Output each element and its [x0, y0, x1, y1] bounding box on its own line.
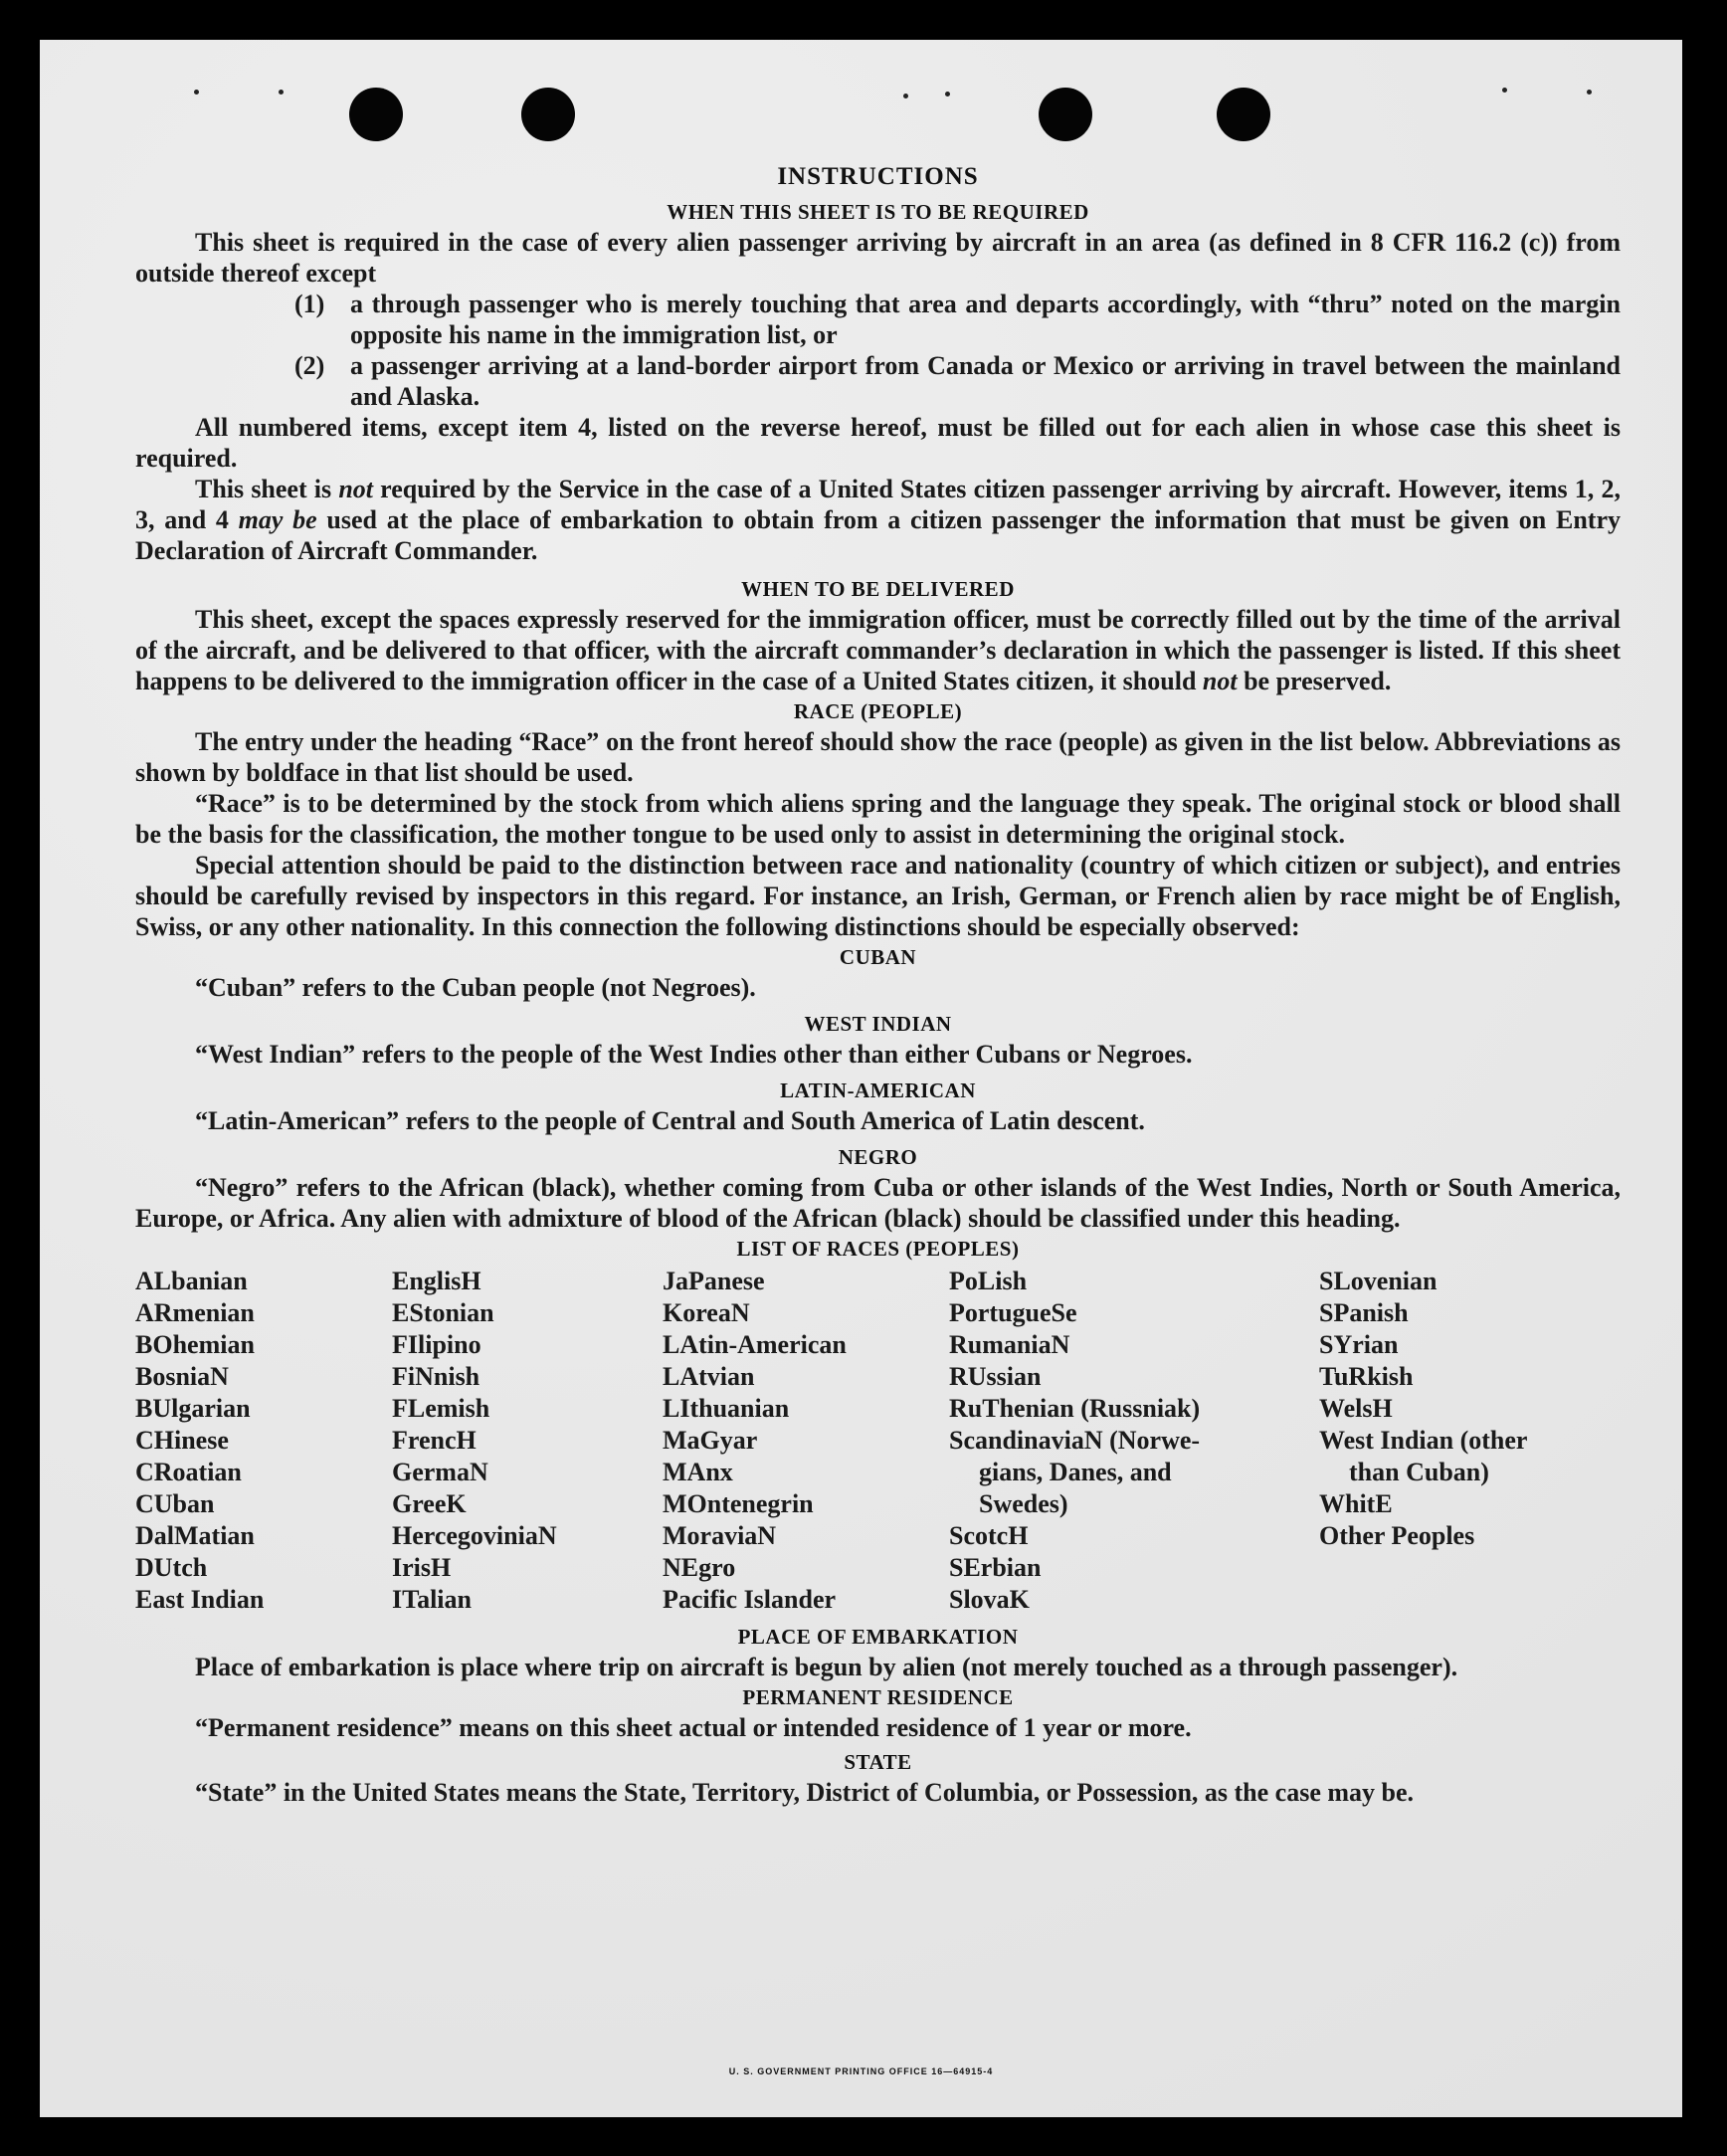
race-entry: CHinese [135, 1426, 229, 1455]
paragraph: “Permanent residence” means on this sheet actual or intended residence of 1 year or more. [195, 1713, 1192, 1742]
speck [903, 94, 908, 98]
section-heading: CUBAN [839, 945, 917, 969]
race-entry: SlovaK [949, 1585, 1030, 1614]
race-entry: West Indian (other [1319, 1426, 1528, 1455]
section-heading: STATE [844, 1750, 912, 1774]
section-heading: NEGRO [838, 1145, 918, 1169]
race-entry: FLemish [392, 1394, 490, 1423]
race-entry: SLovenian [1319, 1267, 1438, 1295]
race-entry: CUban [135, 1489, 215, 1518]
race-entry: GermaN [392, 1458, 488, 1486]
race-entry: MAnx [663, 1458, 733, 1486]
races-table [135, 1266, 1621, 1616]
race-entry: WelsH [1319, 1394, 1393, 1423]
race-entry: LAtin-American [663, 1330, 847, 1359]
race-entry: RuThenian (Russniak) [949, 1394, 1201, 1423]
paragraph: “Cuban” refers to the Cuban people (not Negroes). [195, 973, 756, 1002]
race-entry: Swedes) [979, 1489, 1068, 1518]
race-entry: MoraviaN [663, 1521, 777, 1550]
section-heading: RACE (PEOPLE) [793, 699, 963, 723]
race-entry: ScotcH [949, 1521, 1029, 1550]
section-heading: WHEN TO BE DELIVERED [741, 577, 1015, 601]
page-title: INSTRUCTIONS [777, 163, 979, 190]
races-column [663, 1266, 949, 1616]
printer-imprint: U. S. GOVERNMENT PRINTING OFFICE 16—64915-4 [728, 2066, 994, 2076]
section-heading: WHEN THIS SHEET IS TO BE REQUIRED [667, 200, 1089, 224]
race-entry: JaPanese [663, 1267, 765, 1295]
race-entry: SYrian [1319, 1330, 1399, 1359]
race-entry: SErbian [949, 1553, 1042, 1582]
race-entry: RUssian [949, 1362, 1042, 1391]
race-entry: RumaniaN [949, 1330, 1070, 1359]
punch-hole [1217, 88, 1270, 141]
punch-hole [1039, 88, 1092, 141]
race-entry: LAtvian [663, 1362, 755, 1391]
paragraph: The entry under the heading “Race” on the front hereof should show the race (people) as given in the list below. Abbreviations as shown by boldface in that list should be used. [135, 727, 1621, 787]
race-entry: BosniaN [135, 1362, 229, 1391]
race-entry: ScandinaviaN (Norwe- [949, 1426, 1201, 1455]
race-entry: LIthuanian [663, 1394, 790, 1423]
race-entry: HercegoviniaN [392, 1521, 557, 1550]
race-entry: SPanish [1319, 1298, 1409, 1327]
list-item [294, 350, 1621, 412]
section-heading: PLACE OF EMBARKATION [737, 1625, 1019, 1649]
document-page [40, 40, 1682, 2117]
item-text: a passenger arriving at a land-border airport from Canada or Mexico or arriving in travel between the mainland and Alaska. [350, 351, 1621, 411]
race-entry: MaGyar [663, 1426, 758, 1455]
race-entry: FIlipino [392, 1330, 481, 1359]
races-column [135, 1266, 392, 1616]
paragraph: All numbered items, except item 4, listed on the reverse hereof, must be filled out for each alien in whose case this sheet is required. [135, 413, 1621, 473]
race-entry: GreeK [392, 1489, 467, 1518]
item-number: (2) [294, 351, 325, 380]
race-entry: EnglisH [392, 1267, 481, 1295]
races-column [392, 1266, 663, 1616]
race-entry: PortugueSe [949, 1298, 1077, 1327]
speck [1587, 90, 1592, 95]
paragraph: Special attention should be paid to the distinction between race and nationality (country of which citizen or subject), and entries should be carefully revised by inspectors in this regard. For instance, an Irish, German, or French alien by race might be of English, Swiss, or any other nationality. In this connection the following distinctions should be especially observed: [135, 851, 1621, 941]
paragraph: This sheet is not required by the Service in the case of a United States citizen passenger arriving by aircraft. However, items 1, 2, 3, and 4 may be used at the place of embarkation to obtain from a citizen passenger the information that must be given on Entry Declaration of Aircraft Commander. [135, 475, 1621, 565]
race-entry: DUtch [135, 1553, 208, 1582]
race-entry: ITalian [392, 1585, 472, 1614]
race-entry: FrencH [392, 1426, 477, 1455]
race-entry: TuRkish [1319, 1362, 1414, 1391]
race-entry: than Cuban) [1349, 1458, 1489, 1486]
section-heading: LIST OF RACES (PEOPLES) [736, 1237, 1020, 1261]
paragraph: “West Indian” refers to the people of the West Indies other than either Cubans or Negroes. [195, 1040, 1193, 1069]
paragraph: “Race” is to be determined by the stock from which aliens spring and the language they speak. The original stock or blood shall be the basis for the classification, the mother tongue to be used only to assist in determining the original stock. [135, 789, 1621, 849]
list-item [294, 289, 1621, 350]
race-entry: Other Peoples [1319, 1521, 1475, 1550]
race-entry: KoreaN [663, 1298, 750, 1327]
race-entry: NEgro [663, 1553, 736, 1582]
race-entry: BOhemian [135, 1330, 255, 1359]
item-text: a through passenger who is merely touching that area and departs accordingly, with “thru” noted on the margin opposite his name in the immigration list, or [350, 290, 1621, 349]
race-entry: EStonian [392, 1298, 494, 1327]
races-column [949, 1266, 1319, 1616]
race-entry: Pacific Islander [663, 1585, 837, 1614]
section-heading: WEST INDIAN [804, 1012, 952, 1036]
race-entry: FiNnish [392, 1362, 480, 1391]
instructions-content [135, 163, 1621, 1808]
speck [279, 90, 284, 95]
race-entry: IrisH [392, 1553, 452, 1582]
punch-hole [349, 88, 403, 141]
race-entry: WhitE [1319, 1489, 1393, 1518]
race-entry: CRoatian [135, 1458, 242, 1486]
race-entry: gians, Danes, and [979, 1458, 1172, 1486]
speck [945, 92, 950, 97]
section-heading: LATIN-AMERICAN [780, 1078, 976, 1102]
paragraph: This sheet, except the spaces expressly reserved for the immigration officer, must be correctly filled out by the time of the arrival of the aircraft, and be delivered to that officer, with the aircraft commander’s declaration in which the passenger is listed. If this sheet happens to be delivered to the immigration officer in the case of a United States citizen, it should not be preserved. [135, 605, 1621, 695]
race-entry: PoLish [949, 1267, 1028, 1295]
race-entry: BUlgarian [135, 1394, 251, 1423]
item-number: (1) [294, 290, 325, 318]
paragraph: Place of embarkation is place where trip on aircraft is begun by alien (not merely touched as a through passenger). [195, 1653, 1458, 1681]
race-entry: MOntenegrin [663, 1489, 814, 1518]
speck [1502, 88, 1507, 93]
paragraph: This sheet is required in the case of every alien passenger arriving by aircraft in an area (as defined in 8 CFR 116.2 (c)) from outside thereof except [135, 228, 1621, 288]
section-heading: PERMANENT RESIDENCE [742, 1685, 1014, 1709]
speck [194, 90, 199, 95]
race-entry: ALbanian [135, 1267, 248, 1295]
paragraph: “Latin-American” refers to the people of Central and South America of Latin descent. [195, 1106, 1145, 1135]
race-entry: DalMatian [135, 1521, 255, 1550]
race-entry: East Indian [135, 1585, 265, 1614]
paragraph: “Negro” refers to the African (black), whether coming from Cuba or other islands of the West Indies, North or South America, Europe, or Africa. Any alien with admixture of blood of the African (black) should be classified under this heading. [135, 1173, 1621, 1233]
paragraph: “State” in the United States means the State, Territory, District of Columbia, or Possession, as the case may be. [195, 1778, 1415, 1807]
punch-hole [521, 88, 575, 141]
race-entry: ARmenian [135, 1298, 255, 1327]
races-column [1319, 1266, 1620, 1616]
